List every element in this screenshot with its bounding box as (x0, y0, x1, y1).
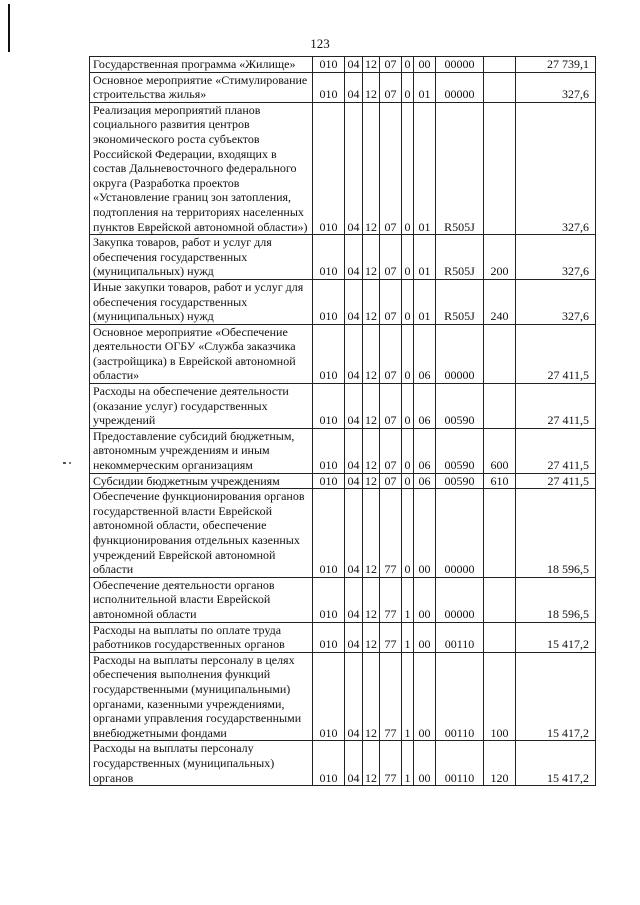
cell-subsection: 12 (363, 473, 380, 489)
cell-direction: R505J (436, 102, 484, 234)
table-row (90, 577, 596, 622)
cell-subprogram: 0 (402, 102, 414, 234)
row-name: Государственная программа «Жилище» (90, 57, 313, 73)
cell-direction: 00000 (436, 72, 484, 102)
cell-activity: 00 (414, 577, 436, 622)
row-name: Расходы на выплаты персоналу в целях обеспечения выполнения функций государственными (муниципальными) органами, казенными учреждениями, органами управления государственными внебюджетными фондами (90, 652, 313, 741)
cell-activity: 06 (414, 473, 436, 489)
row-name: Обеспечение деятельности органов исполнительной власти Еврейской автономной области (90, 577, 313, 622)
cell-program: 07 (380, 235, 402, 280)
cell-activity: 00 (414, 741, 436, 786)
row-name: Предоставление субсидий бюджетным, автономным учреждениям и иным некоммерческим организациям (90, 428, 313, 473)
cell-section: 04 (345, 384, 363, 429)
row-name: Иные закупки товаров, работ и услуг для обеспечения государственных (муниципальных) нужд (90, 279, 313, 324)
cell-subsection: 12 (363, 577, 380, 622)
cell-subprogram: 0 (402, 72, 414, 102)
cell-subprogram: 0 (402, 428, 414, 473)
cell-subprogram: 1 (402, 577, 414, 622)
cell-amount: 327,6 (516, 235, 596, 280)
cell-expense-type (484, 622, 516, 652)
cell-subprogram: 1 (402, 622, 414, 652)
cell-expense-type (484, 102, 516, 234)
scan-speck (69, 462, 71, 464)
cell-amount: 327,6 (516, 102, 596, 234)
cell-amount: 18 596,5 (516, 489, 596, 578)
cell-subsection: 12 (363, 324, 380, 383)
cell-expense-type: 610 (484, 473, 516, 489)
cell-expense-type: 600 (484, 428, 516, 473)
cell-subprogram: 0 (402, 279, 414, 324)
cell-expense-type (484, 57, 516, 73)
cell-program: 77 (380, 577, 402, 622)
cell-subprogram: 1 (402, 741, 414, 786)
cell-subprogram: 0 (402, 235, 414, 280)
cell-subsection: 12 (363, 279, 380, 324)
cell-subsection: 12 (363, 652, 380, 741)
cell-subsection: 12 (363, 741, 380, 786)
table-row (90, 102, 596, 234)
cell-grbs: 010 (313, 235, 345, 280)
cell-subsection: 12 (363, 384, 380, 429)
table-row (90, 622, 596, 652)
cell-section: 04 (345, 279, 363, 324)
row-name: Основное мероприятие «Обеспечение деятельности ОГБУ «Служба заказчика (застройщика) в Еврейской автономной области» (90, 324, 313, 383)
cell-activity: 01 (414, 102, 436, 234)
cell-direction: 00000 (436, 324, 484, 383)
cell-section: 04 (345, 72, 363, 102)
cell-grbs: 010 (313, 622, 345, 652)
cell-expense-type: 240 (484, 279, 516, 324)
cell-expense-type: 200 (484, 235, 516, 280)
cell-program: 07 (380, 57, 402, 73)
cell-subsection: 12 (363, 489, 380, 578)
scan-speck (63, 462, 66, 464)
row-name: Субсидии бюджетным учреждениям (90, 473, 313, 489)
cell-section: 04 (345, 428, 363, 473)
cell-expense-type: 120 (484, 741, 516, 786)
cell-expense-type (484, 324, 516, 383)
row-name: Расходы на выплаты персоналу государственных (муниципальных) органов (90, 741, 313, 786)
cell-direction: R505J (436, 279, 484, 324)
table-row (90, 235, 596, 280)
cell-direction: 00000 (436, 489, 484, 578)
cell-activity: 01 (414, 72, 436, 102)
cell-grbs: 010 (313, 324, 345, 383)
cell-grbs: 010 (313, 428, 345, 473)
cell-subsection: 12 (363, 622, 380, 652)
cell-direction: 00110 (436, 741, 484, 786)
cell-program: 77 (380, 652, 402, 741)
cell-section: 04 (345, 102, 363, 234)
table-row (90, 741, 596, 786)
cell-amount: 27 411,5 (516, 428, 596, 473)
cell-section: 04 (345, 622, 363, 652)
cell-activity: 00 (414, 57, 436, 73)
cell-subprogram: 1 (402, 652, 414, 741)
table-row (90, 473, 596, 489)
cell-grbs: 010 (313, 489, 345, 578)
cell-program: 07 (380, 279, 402, 324)
table-row (90, 384, 596, 429)
cell-activity: 01 (414, 279, 436, 324)
cell-expense-type: 100 (484, 652, 516, 741)
table-row (90, 57, 596, 73)
cell-program: 07 (380, 473, 402, 489)
cell-grbs: 010 (313, 279, 345, 324)
cell-amount: 15 417,2 (516, 652, 596, 741)
cell-grbs: 010 (313, 72, 345, 102)
cell-direction: 00590 (436, 384, 484, 429)
cell-subsection: 12 (363, 102, 380, 234)
cell-grbs: 010 (313, 57, 345, 73)
budget-table (89, 56, 596, 786)
cell-program: 07 (380, 72, 402, 102)
cell-amount: 327,6 (516, 72, 596, 102)
cell-amount: 18 596,5 (516, 577, 596, 622)
cell-activity: 06 (414, 324, 436, 383)
cell-activity: 00 (414, 489, 436, 578)
cell-grbs: 010 (313, 652, 345, 741)
cell-grbs: 010 (313, 577, 345, 622)
row-name: Основное мероприятие «Стимулирование строительства жилья» (90, 72, 313, 102)
cell-subprogram: 0 (402, 489, 414, 578)
cell-expense-type (484, 72, 516, 102)
cell-amount: 27 739,1 (516, 57, 596, 73)
cell-subprogram: 0 (402, 384, 414, 429)
cell-subsection: 12 (363, 235, 380, 280)
cell-section: 04 (345, 489, 363, 578)
cell-section: 04 (345, 57, 363, 73)
budget-table-body (90, 57, 596, 786)
cell-section: 04 (345, 652, 363, 741)
table-row (90, 489, 596, 578)
cell-program: 07 (380, 324, 402, 383)
cell-activity: 01 (414, 235, 436, 280)
row-name: Обеспечение функционирования органов государственной власти Еврейской автономной области, обеспечение функционирования отдельных казенных учреждений Еврейской автономной области (90, 489, 313, 578)
cell-program: 07 (380, 102, 402, 234)
cell-section: 04 (345, 324, 363, 383)
cell-expense-type (484, 577, 516, 622)
cell-subsection: 12 (363, 57, 380, 73)
cell-program: 77 (380, 741, 402, 786)
cell-section: 04 (345, 741, 363, 786)
cell-grbs: 010 (313, 741, 345, 786)
cell-section: 04 (345, 473, 363, 489)
cell-subprogram: 0 (402, 57, 414, 73)
cell-direction: 00590 (436, 428, 484, 473)
cell-subprogram: 0 (402, 473, 414, 489)
cell-section: 04 (345, 235, 363, 280)
cell-direction: 00000 (436, 57, 484, 73)
cell-subprogram: 0 (402, 324, 414, 383)
cell-amount: 327,6 (516, 279, 596, 324)
cell-amount: 27 411,5 (516, 324, 596, 383)
cell-direction: 00110 (436, 652, 484, 741)
row-name: Расходы на выплаты по оплате труда работников государственных органов (90, 622, 313, 652)
cell-activity: 00 (414, 652, 436, 741)
table-row (90, 324, 596, 383)
cell-expense-type (484, 384, 516, 429)
page-number: 123 (310, 36, 330, 51)
cell-grbs: 010 (313, 102, 345, 234)
cell-grbs: 010 (313, 473, 345, 489)
row-name: Расходы на обеспечение деятельности (оказание услуг) государственных учреждений (90, 384, 313, 429)
cell-amount: 15 417,2 (516, 741, 596, 786)
cell-program: 07 (380, 428, 402, 473)
cell-section: 04 (345, 577, 363, 622)
cell-expense-type (484, 489, 516, 578)
cell-activity: 00 (414, 622, 436, 652)
row-name: Реализация мероприятий планов социального развития центров экономического роста субъектов Российской Федерации, входящих в состав Дальневосточного федерального округа (Разработка проектов «Установление границ зон затопления, подтопления на территориях населенных пунктов Еврейской автономной области») (90, 102, 313, 234)
cell-direction: R505J (436, 235, 484, 280)
cell-activity: 06 (414, 428, 436, 473)
cell-program: 77 (380, 489, 402, 578)
cell-direction: 00590 (436, 473, 484, 489)
cell-subsection: 12 (363, 428, 380, 473)
table-row (90, 652, 596, 741)
cell-amount: 27 411,5 (516, 473, 596, 489)
table-row (90, 72, 596, 102)
cell-activity: 06 (414, 384, 436, 429)
cell-subsection: 12 (363, 72, 380, 102)
cell-program: 77 (380, 622, 402, 652)
cell-grbs: 010 (313, 384, 345, 429)
cell-direction: 00110 (436, 622, 484, 652)
cell-amount: 15 417,2 (516, 622, 596, 652)
table-row (90, 428, 596, 473)
cell-direction: 00000 (436, 577, 484, 622)
cell-amount: 27 411,5 (516, 384, 596, 429)
cell-program: 07 (380, 384, 402, 429)
row-name: Закупка товаров, работ и услуг для обеспечения государственных (муниципальных) нужд (90, 235, 313, 280)
table-row (90, 279, 596, 324)
